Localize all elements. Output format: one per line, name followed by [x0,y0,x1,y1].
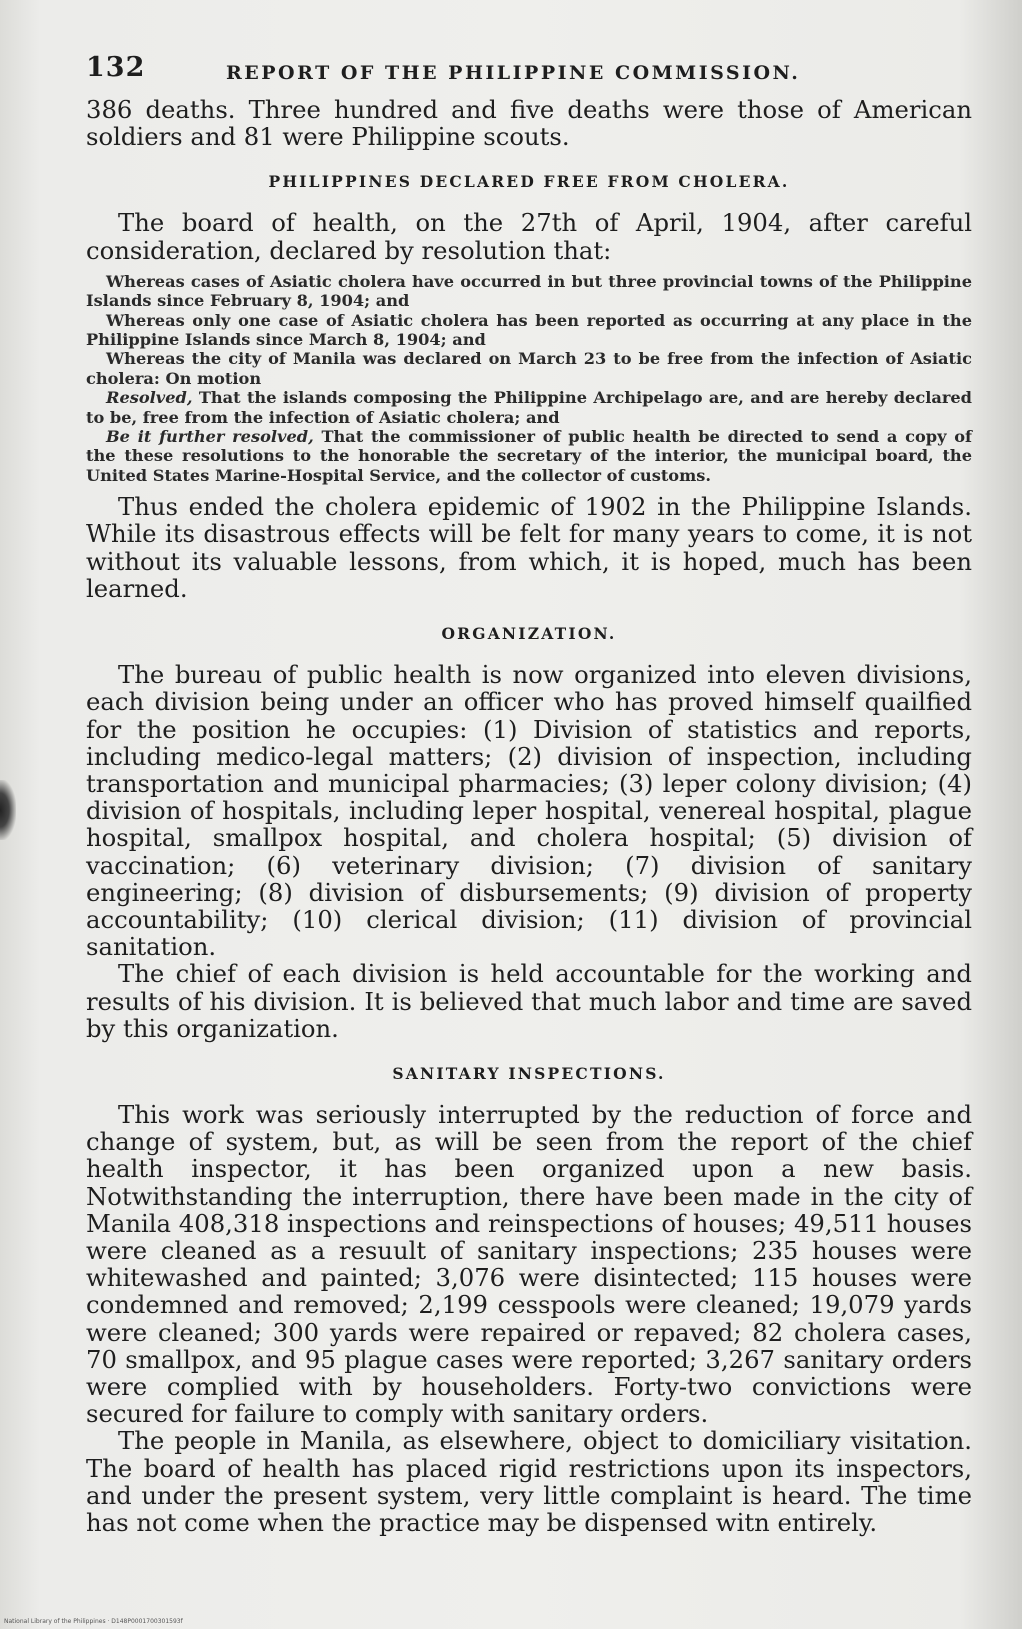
resolved-label: Resolved, [106,388,193,408]
running-head: REPORT OF THE PHILIPPINE COMMISSION. [226,62,801,84]
resolution-whereas-2: Whereas only one case of Asiatic cholera has been reported as occurring at any place in the Philippine Islands since March 8, 1904; and [86,310,972,350]
page-header [86,52,972,96]
section-heading-organization: ORGANIZATION. [441,624,617,644]
resolved-text: That the islands composing the Philippine Archipelago are, and are hereby declared to be, free from the infection of Asiatic cholera; and [86,388,972,427]
resolution-whereas-3: Whereas the city of Manila was declared on March 23 to be free from the infection of Asiatic cholera: On motion [86,349,972,388]
further-resolved-label: Be it further resolved, [106,427,314,447]
page-number: 132 [86,52,146,83]
section-heading-sanitary: SANITARY INSPECTIONS. [392,1063,666,1083]
scan-credit: National Library of the Philippines · D148P0001700301593f [4,1618,183,1625]
resolution-block [86,272,972,485]
cholera-intro-paragraph: The board of health, on the 27th of April, 1904, after careful consideration, declared by resolution that: [86,208,972,265]
binding-shadow [0,780,16,840]
organization-paragraph-2: The chief of each division is held accountable for the working and results of his division. It is believed that much labor and time are saved by this organization. [86,959,972,1043]
sanitary-paragraph-2: The people in Manila, as elsewhere, object to domiciliary visitation. The board of health has placed rigid restrictions upon its inspectors, and under the present system, very little complaint is heard. The time has not come when the practice may be dispensed witn entirely. [86,1426,972,1537]
resolution-whereas-1: Whereas cases of Asiatic cholera have occurred in but three provincial towns of the Philippine Islands since February 8, 1904; and [86,271,972,311]
section-heading-cholera: PHILIPPINES DECLARED FREE FROM CHOLERA. [268,172,790,192]
intro-paragraph: 386 deaths. Three hundred and five deaths were those of American soldiers and 81 were Philippine scouts. [86,95,972,152]
resolution-further-resolved [86,427,972,485]
page-content [86,52,972,1536]
cholera-closing-paragraph: Thus ended the cholera epidemic of 1902 in the Philippine Islands. While its disastrous effects will be felt for many years to come, it is not without its valuable lessons, from which, it is hoped, much has been learned. [86,492,972,603]
resolution-resolved [86,388,972,427]
organization-paragraph-1: The bureau of public health is now organized into eleven divisions, each division being under an officer who has proved himself quailfied for the position he occupies: (1) Division of statistics and reports, including medico-legal matters; (2) division of inspection, including transportation and municipal pharmacies; (3) leper colony division; (4) division of hospitals, including leper hospital, venereal hospital, plague hospital, smallpox hospital, and cholera hospital; (5) division of vaccination; (6) veterinary division; (7) division of sanitary engineering; (8) division of disbursements; (9) division of property accountability; (10) clerical division; (11) division of provincial sanitation. [86,660,972,962]
further-resolved-text: That the commissioner of public health be directed to send a copy of the these resolutions to the honorable the secretary of the interior, the municipal board, the United States Marine-Hospital Service, and the collector of customs. [86,427,972,485]
sanitary-paragraph-1: This work was seriously interrupted by the reduction of force and change of system, but, as will be seen from the report of the chief health inspector, it has been organized upon a new basis. Notwithstanding the interruption, there have been made in the city of Manila 408,318 inspections and reinspections of houses; 49,511 houses were cleaned as a resuult of sanitary inspections; 235 houses were whitewashed and painted; 3,076 were disintected; 115 houses were condemned and removed; 2,199 cesspools were cleaned; 19,079 yards were cleaned; 300 yards were repaired or repaved; 82 cholera cases, 70 smallpox, and 95 plague cases were reported; 3,267 sanitary orders were complied with by householders. Forty-two convictions were secured for failure to comply with sanitary orders. [86,1099,972,1429]
